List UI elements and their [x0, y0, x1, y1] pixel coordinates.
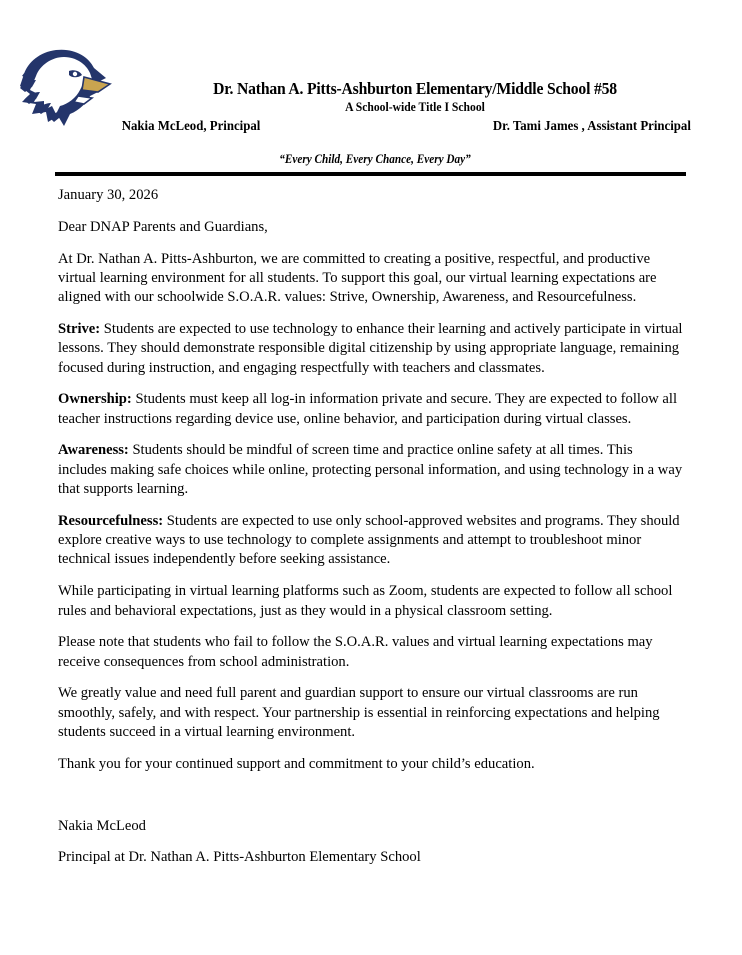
value-text-resourcefulness: Students are expected to use only school-approved websites and programs. They should explore creative ways to use technology to complete assignments and attempt to troubleshoot minor technical issues independently before seeking assistance. [58, 512, 680, 568]
signature-role: Principal at Dr. Nathan A. Pitts-Ashburton Elementary School [58, 849, 421, 866]
consequences-paragraph: Please note that students who fail to follow the S.O.A.R. values and virtual learning expectations may receive consequences from school administration. [58, 634, 653, 670]
header-divider [55, 172, 686, 176]
value-paragraph-resourcefulness [58, 512, 684, 570]
administrators-row [60, 118, 700, 134]
school-designation: A School-wide Title I School [345, 100, 485, 114]
letter-date: January 30, 2026 [58, 187, 159, 203]
value-label-ownership: Ownership: [58, 391, 132, 408]
value-label-strive: Strive: [58, 320, 101, 337]
platforms-paragraph: While participating in virtual learning platforms such as Zoom, students are expected to follow all school rules and behavioral expectations, just as they would in a physical classroom setting. [58, 583, 673, 619]
intro-paragraph: At Dr. Nathan A. Pitts-Ashburton, we are committed to creating a positive, respectful, and productive virtual learning environment for all students. To support this goal, our virtual learning expectations are aligned with our schoolwide S.O.A.R. values: Strive, Ownership, Awareness, and Resourcefulness. [58, 250, 657, 306]
letterhead [0, 0, 742, 180]
value-text-strive: Students are expected to use technology to enhance their learning and actively participate in virtual lessons. They should demonstrate responsible digital citizenship by using appropriate language, remaining focused during instruction, and engaging respectfully with teachers and classmates. [58, 320, 683, 376]
value-paragraph-ownership [58, 390, 684, 429]
school-name: Dr. Nathan A. Pitts-Ashburton Elementary/Middle School #58 [213, 79, 617, 98]
assistant-principal-name: Dr. Tami James , Assistant Principal [492, 118, 691, 133]
principal-name: Nakia McLeod, Principal [121, 118, 261, 133]
salutation: Dear DNAP Parents and Guardians, [58, 218, 268, 235]
value-label-resourcefulness: Resourcefulness: [58, 512, 164, 529]
value-paragraph-awareness [58, 441, 684, 499]
signature-name: Nakia McLeod [58, 817, 146, 834]
school-motto: “Every Child, Every Chance, Every Day” [279, 152, 471, 166]
signature-spacer [58, 787, 684, 817]
closing-paragraph: Thank you for your continued support and commitment to your child’s education. [58, 755, 535, 772]
partnership-paragraph: We greatly value and need full parent and guardian support to ensure our virtual classrooms are run smoothly, safely, and with respect. Your partnership is essential in reinforcing expectations and helping students succeed in a virtual learning environment. [58, 685, 660, 741]
value-label-awareness: Awareness: [58, 442, 129, 459]
value-text-ownership: Students must keep all log-in information private and secure. They are expected to follow all teacher instructions regarding device use, online behavior, and participation during virtual classes. [58, 391, 678, 427]
value-paragraph-strive [58, 320, 684, 378]
value-text-awareness: Students should be mindful of screen time and practice online safety at all times. This includes making safe choices while online, protecting personal information, and using technology in a way that supports learning. [58, 442, 683, 498]
letter-content [58, 186, 684, 868]
